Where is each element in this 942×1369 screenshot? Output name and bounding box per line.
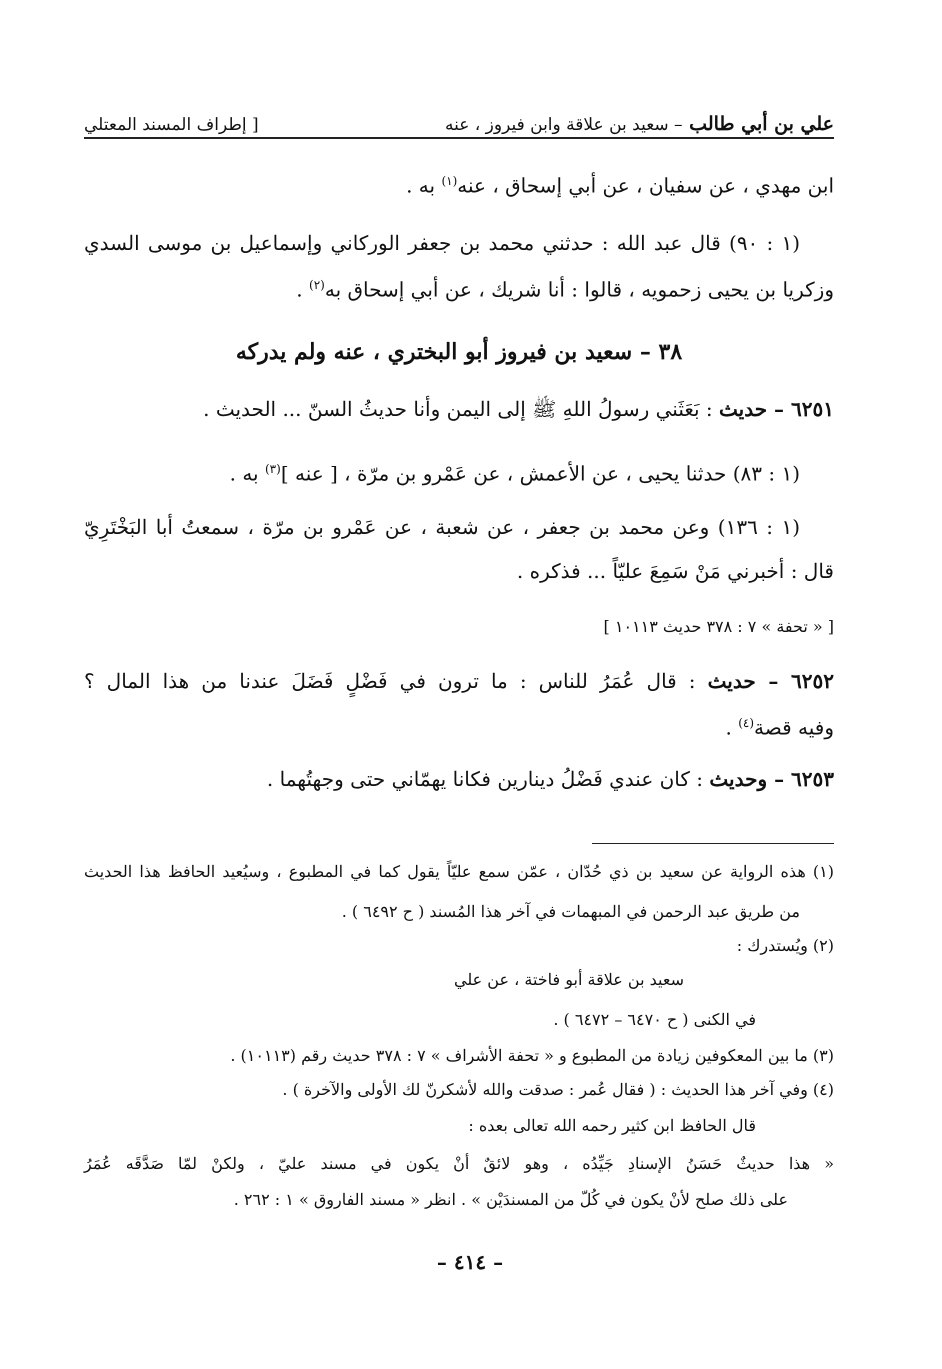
body-line-1: ابن مهدي ، عن سفيان ، عن أبي إسحاق ، عنه$^{(١)}$ به . bbox=[406, 173, 834, 198]
footnote-rule bbox=[592, 843, 834, 844]
footnote-4-line-4: على ذلك صلح لأنْ يكون في كُلّ من المسندَيْن » . انظر « مسند الفاروق » ١ : ٢٦٢ . bbox=[233, 1190, 788, 1209]
body-line-2: (١ : ٩٠) قال عبد الله : حدثني محمد بن جعفر الوركاني وإسماعيل بن موسى السدي bbox=[84, 231, 801, 255]
hadith-6251-chain-3: قال : أخبرني مَنْ سَمِعَ عليّاً ... فذكره . bbox=[516, 559, 834, 583]
header-book-title: [ إطراف المسند المعتلي bbox=[84, 115, 259, 135]
header-sub: – سعيد بن علاقة وابن فيروز ، عنه bbox=[444, 115, 683, 135]
hadith-number-6252: ٦٢٥٢ – حديث bbox=[707, 669, 834, 693]
footnote-ref-1: (١) bbox=[441, 174, 458, 188]
footnote-3-line-1: (٣) ما بين المعكوفين زيادة من المطبوع و « تحفة الأشراف » ٧ : ٣٧٨ حديث رقم (١٠١١٣) . bbox=[230, 1046, 834, 1065]
hadith-6252: ٦٢٥٢ – حديث : قال عُمَرُ للناس : ما ترون في فَضْلٍ فَضَلَ عندنا من هذا المال ؟ bbox=[84, 669, 834, 693]
hadith-6253: ٦٢٥٣ – وحديث : كان عندي فَضْلُ دينارين فكانا يهمّاني حتى وجهتُهما . bbox=[266, 767, 834, 791]
hadith-6251-chain-2: (١ : ١٣٦) وعن محمد بن جعفر ، عن شعبة ، عن عَمْرو بن مرّة ، سمعتُ أبا البَخْتَرِيّ bbox=[84, 515, 801, 539]
footnote-ref-3: (٣) bbox=[264, 462, 281, 476]
footnote-2-line-2: سعيد بن علاقة أبو فاختة ، عن علي bbox=[454, 970, 684, 989]
footnote-1-line-2: من طريق عبد الرحمن في المبهمات في آخر هذا المُسند ( ح ٦٤٩٢ ) . bbox=[341, 902, 800, 921]
body-line-3: وزكريا بن يحيى زحمويه ، قالوا : أنا شريك ، عن أبي إسحاق به$^{(٢)}$ . bbox=[296, 277, 834, 302]
section-title: ٣٨ – سعيد بن فيروز أبو البختري ، عنه ولم يدركه bbox=[235, 339, 683, 365]
tuhfa-reference: [ « تحفة » ٧ : ٣٧٨ حديث ١٠١١٣ ] bbox=[603, 617, 834, 636]
header-rule bbox=[84, 137, 834, 139]
hadith-number-6253: ٦٢٥٣ – وحديث bbox=[709, 767, 834, 791]
header-title bbox=[445, 113, 834, 135]
header-main: علي بن أبي طالب bbox=[689, 113, 834, 135]
footnote-2-line-3: في الكنى ( ح ٦٤٧٠ – ٦٤٧٢ ) . bbox=[553, 1010, 756, 1029]
page-number: – ٤١٤ – bbox=[436, 1250, 504, 1274]
hadith-6251: ٦٢٥١ – حديث : بَعَثَني رسولُ اللهِ ﷺ إلى اليمن وأنا حديثُ السنّ ... الحديث . bbox=[203, 397, 834, 421]
hadith-6252-line-2: وفيه قصة$^{(٤)}$ . bbox=[725, 715, 834, 740]
footnote-ref-4: (٤) bbox=[738, 716, 755, 730]
footnote-1-line-1: (١) هذه الرواية عن سعيد بن ذي حُدّان ، عمّن سمع عليّاً يقول كما في المطبوع ، وسيُعيد الحافظ هذا الحديث bbox=[84, 862, 835, 881]
footnote-ref-2: (٢) bbox=[309, 278, 325, 292]
footnote-4-line-1: (٤) وفي آخر هذا الحديث : ( فقال عُمر : صدقت والله لأشكرنّ لك الأولى والآخرة ) . bbox=[282, 1080, 834, 1099]
hadith-6251-chain-1: (١ : ٨٣) حدثنا يحيى ، عن الأعمش ، عن عَمْرو بن مرّة ، [ عنه ]$^{(٣)}$ به . bbox=[229, 461, 800, 486]
footnote-4-line-3: « هذا حديثٌ حَسَنُ الإسنادِ جَيِّدُه ، وهو لائقٌ أنْ يكون في مسند عليّ ، ولكنْ لمّا صَدَّقَه عُمَرُ bbox=[84, 1154, 834, 1173]
running-header bbox=[84, 95, 834, 135]
hadith-number-6251: ٦٢٥١ – حديث bbox=[719, 397, 834, 421]
footnote-4-line-2: قال الحافظ ابن كثير رحمه الله تعالى بعده : bbox=[468, 1116, 756, 1135]
footnote-2-line-1: (٢) ويُستدرك : bbox=[736, 936, 834, 955]
